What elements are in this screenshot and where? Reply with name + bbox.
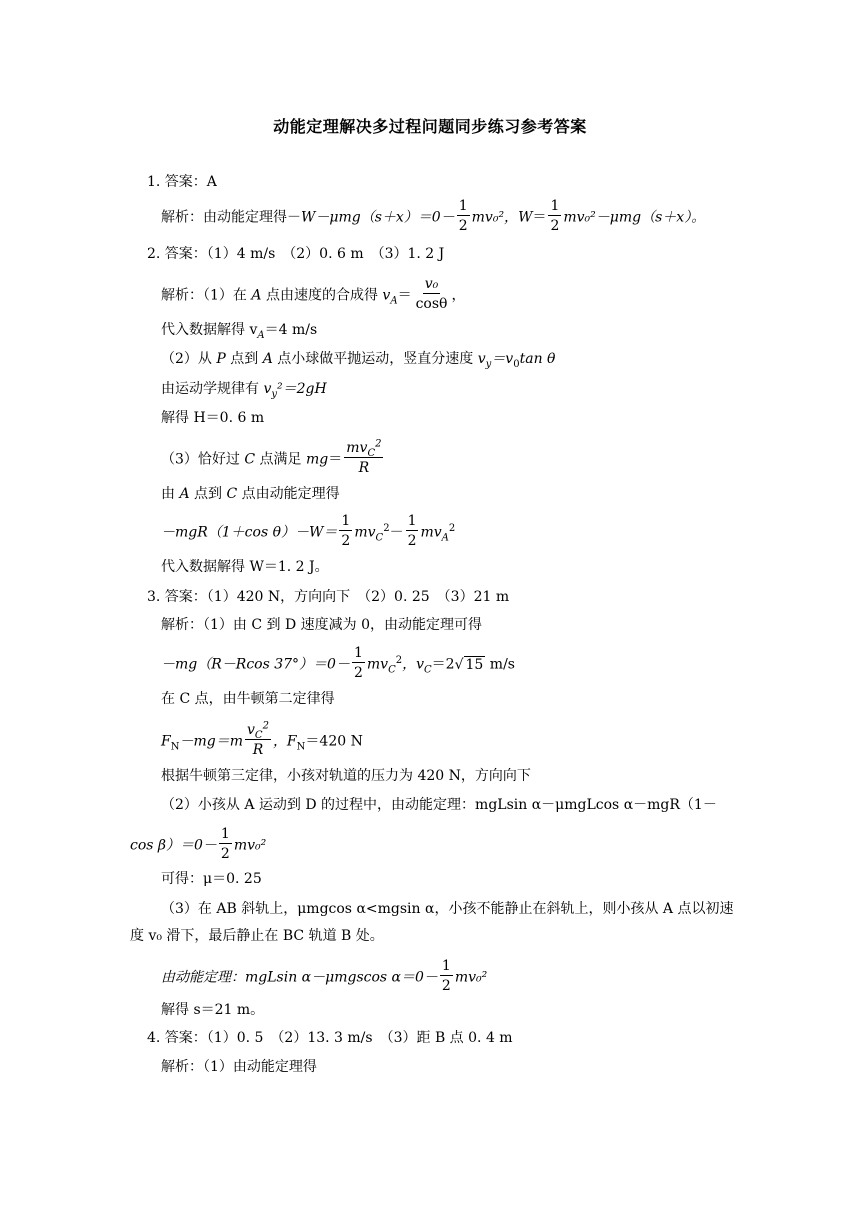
sqrt-symbol: √ 15 — [454, 656, 484, 673]
q3-exp-line-7: cos β）＝0－ $\frac{1}{2}$ mv₀² — [130, 826, 267, 862]
q2-exp-line-3: （2）从 P 点到 A 点小球做平抛运动，竖直分速度 $v_y=v_0\tan$ θ — [161, 351, 556, 370]
q4-exp-line-1: 解析：（1）由动能定理得 — [161, 1059, 317, 1075]
q3-exp-line-9: （3）在 AB 斜轨上，μmgcos α<mgsin α，小孩不能静止在斜轨上，则小孩从 A 点以初速 — [161, 901, 734, 917]
q3-exp-line-1: 解析：（1）由 C 到 D 速度减为 0，由动能定理可得 — [161, 617, 483, 633]
q3-answer: 3. 答案：（1）420 N，方向向下 （2）0. 25 （3）21 m — [147, 589, 510, 605]
fraction-one-half: $\frac{1}{2}$ — [353, 645, 363, 681]
q3-exp-line-11: 由动能定理：mgLsin α－μmgscos α＝0－ $\frac{1}{2}$ mv₀² — [161, 958, 488, 994]
fraction-one-half: $\frac{1}{2}$ — [441, 958, 451, 994]
q3-exp-line-12: 解得 s＝21 m。 — [161, 1002, 265, 1018]
q2-answer: 2. 答案：（1）4 m/s （2）0. 6 m （3）1. 2 J — [147, 246, 445, 262]
q3-exp-line-5: 根据牛顿第三定律，小孩对轨道的压力为 420 N，方向向下 — [161, 768, 531, 784]
fraction-v0-over-cos: $\frac{\text{v₀}}{\cos\theta}$ — [415, 276, 448, 312]
q3-exp-line-4: $F_N-mg=m$ $\frac{v_C^2}{R}$ ，$F_N=420$ N — [161, 720, 363, 758]
q3-exp-line-3: 在 C 点，由牛顿第二定律得 — [161, 691, 335, 707]
q1-answer: 1. 答案：A — [147, 174, 217, 190]
q3-exp-line-2: －mg（R－Rcos 37°）＝0－ $\frac{1}{2}$ $mv_C^2$，$v_C=2√$ 15 m/s — [161, 645, 515, 681]
q3-exp-line-10: 度 v₀ 滑下，最后静止在 BC 轨道 B 处。 — [130, 928, 384, 944]
fraction-mvc2-over-r: $\frac{mv_C^2}{R}$ — [346, 438, 382, 476]
fraction-one-half: $\frac{1}{2}$ — [407, 513, 417, 549]
q2-exp-line-4: 由运动学规律有 $v_y^2=2gH$ — [161, 381, 327, 400]
fraction-one-half: $\frac{1}{2}$ — [550, 198, 560, 234]
fraction-one-half: $\frac{1}{2}$ — [458, 198, 468, 234]
q2-exp-line-5: 解得 H＝0. 6 m — [161, 410, 265, 426]
q3-exp-line-6: （2）小孩从 A 运动到 D 的过程中，由动能定理：mgLsin α－μmgLcos α－mgR（1－ — [161, 797, 717, 813]
q2-exp-line-2: 代入数据解得 $v_A=4$ m/s — [161, 322, 318, 341]
q2-exp-line-6: （3）恰好过 C 点满足 mg＝ $\frac{mv_C^2}{R}$ — [161, 438, 382, 476]
fraction-one-half: $\frac{1}{2}$ — [341, 513, 351, 549]
q1-explanation: 解析：由动能定理得－W－μmg（s＋x）＝0－ $\frac{1}{2}$ mv₀²，W＝ $\frac{1}{2}$ mv₀²－μmg（s＋x）。 — [161, 198, 706, 234]
q4-answer: 4. 答案：（1）0. 5 （2）13. 3 m/s （3）距 B 点 0. 4 m — [147, 1030, 513, 1046]
q2-exp-line-8: －mgR（1＋cos θ）－W＝ $\frac{1}{2}$ $mv_C^2-$ $\frac{1}{2}$ $mv_A^2$ — [161, 513, 456, 549]
q3-exp-line-8: 可得：μ＝0. 25 — [161, 871, 262, 887]
fraction-one-half: $\frac{1}{2}$ — [220, 826, 230, 862]
q2-exp-line-9: 代入数据解得 W＝1. 2 J。 — [161, 559, 329, 575]
q2-exp-line-7: 由 A 点到 C 点由动能定理得 — [161, 486, 340, 502]
document-title: 动能定理解决多过程问题同步练习参考答案 — [273, 117, 587, 136]
fraction-vc2-over-r: $\frac{v_C^2}{R}$ — [246, 720, 269, 758]
q2-exp-line-1: 解析：（1）在 A 点由速度的合成得 $v_A=$ $\frac{\text{v₀}}{\cos\theta}$ ， — [161, 276, 466, 312]
